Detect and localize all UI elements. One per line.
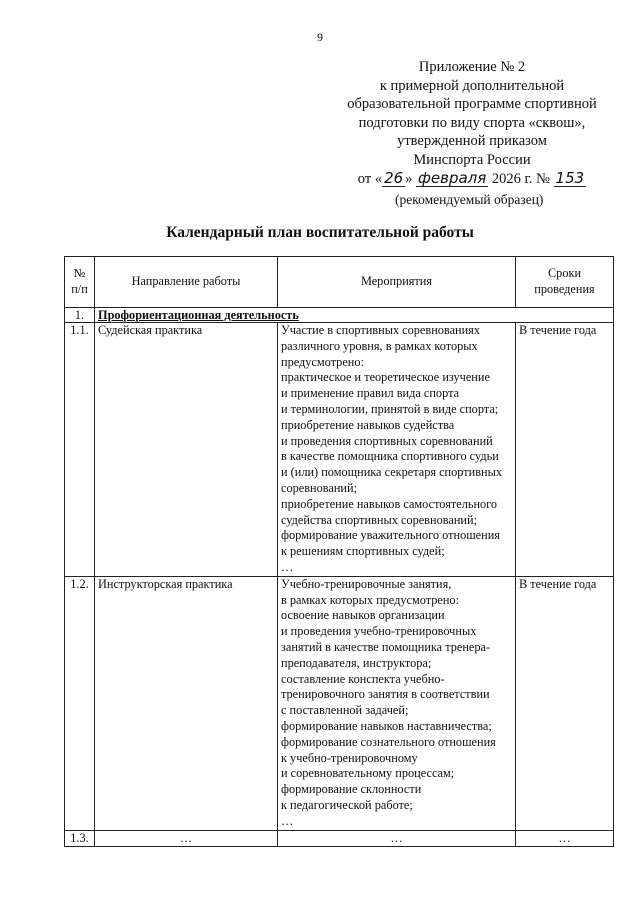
activity-line: в качестве помощника спортивного судьи	[281, 449, 499, 464]
table-header-row	[65, 257, 614, 308]
row-period: В течение года	[516, 323, 614, 577]
plan-table	[64, 256, 614, 847]
year-part: 2026 г. №	[491, 170, 550, 187]
activity-line: тренировочного занятия в соответствии	[281, 687, 490, 702]
handwritten-month: февраля	[418, 168, 487, 187]
activity-line: …	[281, 813, 294, 828]
activity-line: с поставленной задачей;	[281, 703, 409, 718]
handwritten-day: 26	[384, 168, 404, 187]
table-row	[65, 576, 614, 830]
header-num: № п/п	[65, 257, 95, 308]
activity-line: приобретение навыков судейства	[281, 417, 455, 432]
header-activities: Мероприятия	[278, 257, 516, 308]
table-row	[65, 830, 614, 847]
handwritten-number: 153	[555, 168, 585, 187]
page-number: 9	[317, 30, 323, 44]
row-direction: Судейская практика	[95, 323, 278, 577]
row-num: 1.1.	[65, 323, 95, 577]
activity-line: и терминологии, принятой в виде спорта;	[281, 401, 499, 416]
activity-line: формирование сознательного отношения	[281, 734, 496, 749]
row-num: 1.2.	[65, 576, 95, 830]
activity-line: формирование навыков наставничества;	[281, 718, 492, 733]
activity-line: составление конспекта учебно-	[281, 671, 445, 686]
row-period: …	[516, 830, 614, 847]
activity-line: и проведения спортивных соревнований	[281, 433, 493, 448]
section-num: 1.	[65, 308, 95, 323]
activity-line: Учебно-тренировочные занятия,	[281, 576, 452, 591]
date-prefix: от «	[357, 170, 383, 187]
row-activities	[278, 576, 516, 830]
activity-line: предусмотрено:	[281, 354, 364, 369]
activity-line: к учебно-тренировочному	[281, 750, 418, 765]
activity-line: занятий в качестве помощника тренера-	[281, 639, 491, 654]
activity-line: различного уровня, в рамках которых	[281, 338, 478, 353]
activity-line: практическое и теоретическое изучение	[281, 370, 490, 385]
quote-close: »	[405, 170, 413, 187]
activity-line: и соревновательному процессам;	[281, 766, 455, 781]
activity-line: в рамках которых предусмотрено:	[281, 592, 459, 607]
activity-line: и проведения учебно-тренировочных	[281, 624, 477, 639]
document-title: Календарный план воспитательной работы	[166, 224, 474, 241]
activity-line: к решениям спортивных судей;	[281, 544, 445, 559]
activity-line: и применение правил вида спорта	[281, 386, 460, 401]
row-period: В течение года	[516, 576, 614, 830]
order-date-line	[330, 170, 614, 189]
activity-line: соревнований;	[281, 480, 358, 495]
appendix-line-5: утвержденной приказом	[397, 133, 547, 150]
row-activities	[278, 323, 516, 577]
activity-line: формирование уважительного отношения	[281, 528, 500, 543]
appendix-line-4: подготовки по виду спорта «сквош»,	[358, 114, 586, 131]
row-direction: …	[95, 830, 278, 847]
header-period: Сроки проведения	[516, 257, 614, 308]
appendix-line-1: Приложение № 2	[418, 59, 526, 75]
activity-line: …	[281, 559, 294, 574]
activity-line: приобретение навыков самостоятельного	[281, 496, 498, 511]
section-title-cell	[95, 308, 614, 323]
appendix-block	[330, 58, 614, 188]
appendix-line-3: образовательной программе спортивной	[347, 96, 597, 113]
section-row	[65, 308, 614, 323]
activity-line: формирование склонности	[281, 782, 422, 797]
activity-line: и (или) помощника секретаря спортивных	[281, 465, 503, 480]
row-direction: Инструкторская практика	[95, 576, 278, 830]
section-title: Профориентационная деятельность	[98, 308, 299, 322]
activity-line: судейства спортивных соревнований;	[281, 512, 477, 527]
activity-line: Участие в спортивных соревнованиях	[281, 323, 480, 337]
header-direction: Направление работы	[95, 257, 278, 308]
recommended-note: (рекомендуемый образец)	[395, 192, 544, 207]
row-num: 1.3.	[65, 830, 95, 847]
activity-line: освоение навыков организации	[281, 608, 445, 623]
table-row	[65, 323, 614, 577]
activity-line: преподавателя, инструктора;	[281, 655, 432, 670]
row-activities: …	[278, 830, 516, 847]
activity-line: к педагогической работе;	[281, 797, 413, 812]
appendix-line-6: Минспорта России	[413, 151, 531, 168]
appendix-line-2: к примерной дополнительной	[379, 77, 565, 94]
